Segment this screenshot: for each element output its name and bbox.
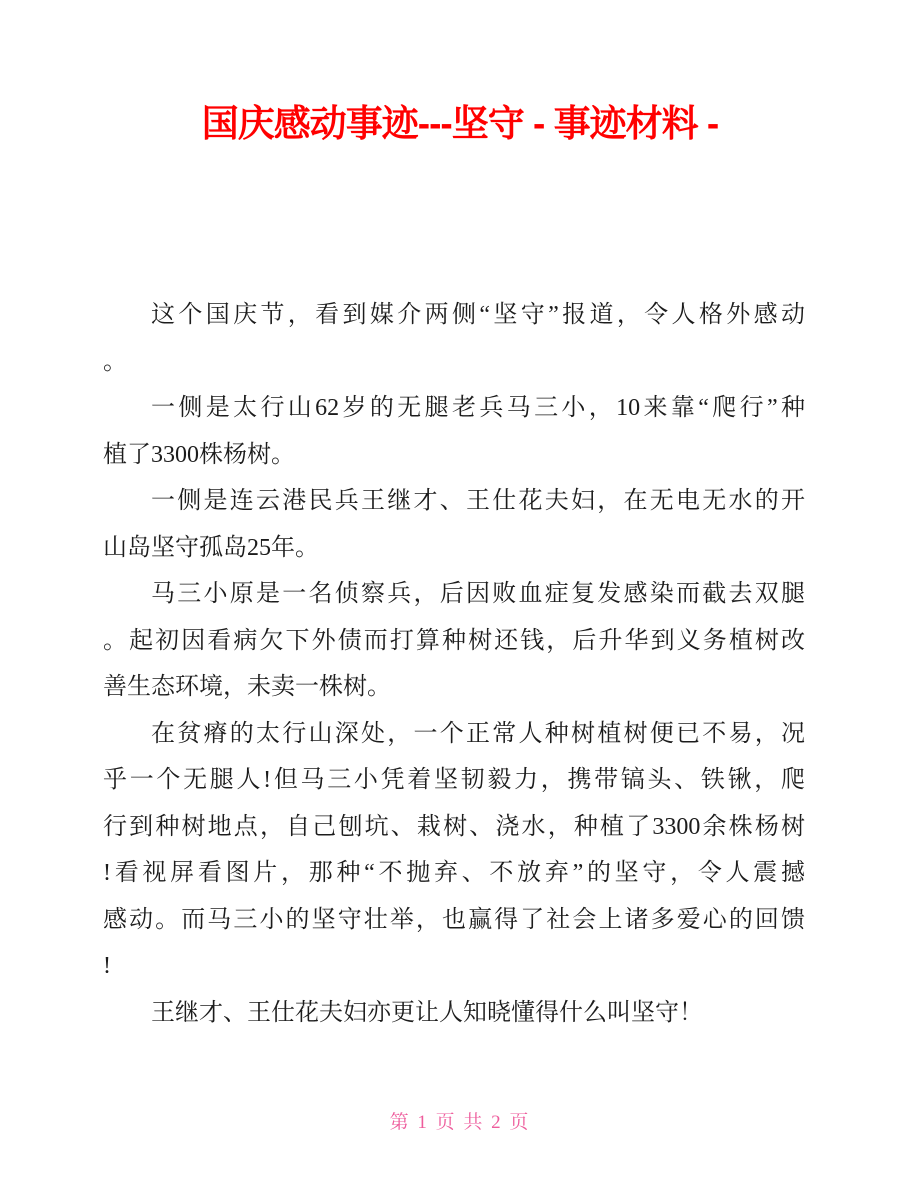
text-line: 。起初因看病欠下外债而打算种树还钱，后升华到义务植树改 <box>103 627 805 654</box>
text-line: 一侧是太行山62岁的无腿老兵马三小，10来靠“爬行”种 <box>151 395 805 421</box>
text-line: 感动。而马三小的坚守壮举，也赢得了社会上诸多爱心的回馈 <box>103 906 805 933</box>
text-line: 。 <box>103 348 127 375</box>
document-body <box>103 292 805 1036</box>
text-line: 行到种树地点，自己刨坑、栽树、浇水，种植了3300余株杨树 <box>103 813 805 840</box>
text-line: 乎一个无腿人!但马三小凭着坚韧毅力，携带镐头、铁锹，爬 <box>103 767 805 793</box>
text-line: 在贫瘠的太行山深处，一个正常人种树植树便已不易，况 <box>151 720 805 747</box>
text-line: ! <box>103 953 111 979</box>
document-title: 国庆感动事迹---坚守 - 事迹材料 - <box>201 103 719 144</box>
text-line: 王继才、王仕花夫妇亦更让人知晓懂得什么叫坚守！ <box>151 999 703 1026</box>
text-line: !看视屏看图片，那种“不抛弃、不放弃”的坚守，令人震撼 <box>103 860 805 886</box>
text-line: 植了3300株杨树。 <box>103 441 295 468</box>
text-line: 马三小原是一名侦察兵，后因败血症复发感染而截去双腿 <box>151 581 805 607</box>
page-number-text: 第 1 页 共 2 页 <box>389 1112 531 1133</box>
text-line: 这个国庆节，看到媒介两侧“坚守”报道，令人格外感动 <box>151 302 805 328</box>
text-line: 山岛坚守孤岛25年。 <box>103 534 319 561</box>
page-footer <box>0 1110 920 1136</box>
text-line: 善生态环境，未卖一株树。 <box>103 674 391 700</box>
text-line: 一侧是连云港民兵王继才、王仕花夫妇，在无电无水的开 <box>151 488 805 514</box>
